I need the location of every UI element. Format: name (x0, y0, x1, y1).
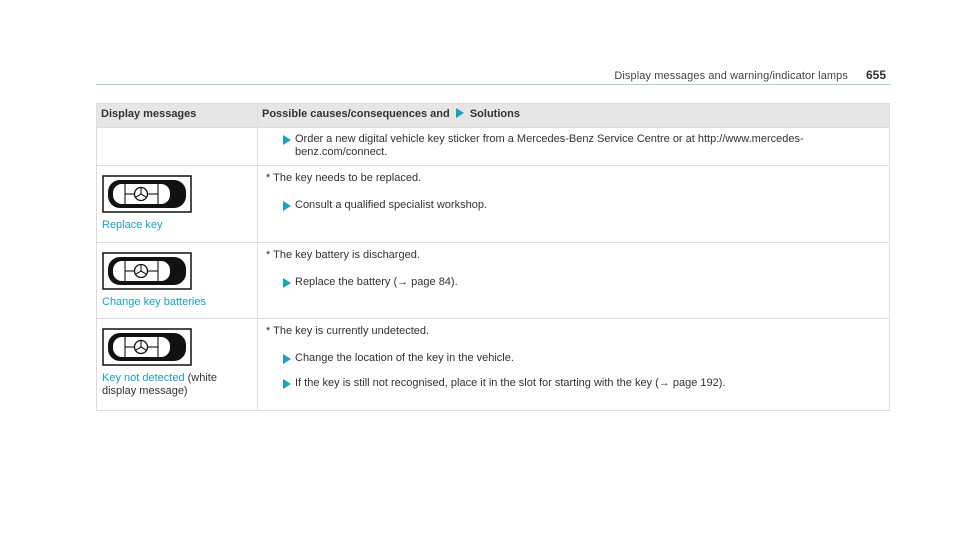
table-header-row (97, 104, 890, 128)
key-icon (102, 328, 192, 366)
arrow-icon (283, 201, 291, 211)
column-header-solutions-label: Solutions (469, 108, 520, 120)
display-messages-table (96, 103, 890, 411)
key-icon (102, 252, 192, 290)
solution-text: benz.com/connect. (295, 146, 388, 158)
column-header-solutions (258, 104, 890, 128)
message-label-note: (white (187, 372, 217, 384)
cause-text: * The key is currently undetected. (266, 325, 430, 337)
column-header-causes: Possible causes/consequences and (262, 108, 450, 120)
message-cell (97, 166, 258, 243)
table-row (97, 243, 890, 319)
table-row (97, 319, 890, 411)
arrow-icon (283, 379, 291, 389)
solution-text: Order a new digital vehicle key sticker from a Mercedes-Benz Service Centre or at http://www.mercedes- (295, 133, 804, 145)
message-cell (97, 128, 258, 166)
arrow-icon (283, 135, 291, 145)
message-cell (97, 319, 258, 411)
message-label: Key not detected (102, 372, 185, 384)
solution-cell (258, 243, 890, 319)
page-header (96, 0, 890, 85)
arrow-icon (456, 108, 464, 118)
solution-text: Consult a qualified specialist workshop. (295, 199, 487, 211)
solution-text: Replace the battery (→ page 84). (295, 276, 458, 288)
solution-item (266, 377, 885, 390)
arrow-icon (283, 278, 291, 288)
table-row (97, 128, 890, 166)
solution-text: If the key is still not recognised, place it in the slot for starting with the key (→ page 192). (295, 377, 726, 389)
message-cell (97, 243, 258, 319)
message-label-group (102, 372, 253, 398)
message-label: Replace key (102, 219, 163, 231)
header-title: Display messages and warning/indicator lamps (614, 70, 848, 82)
cause-text: * The key needs to be replaced. (266, 172, 422, 184)
solution-cell (258, 128, 890, 166)
page-number: 655 (865, 68, 886, 82)
solution-text: Change the location of the key in the vehicle. (295, 352, 514, 364)
solution-item (266, 199, 885, 212)
cause-text: * The key battery is discharged. (266, 249, 420, 261)
message-label: Change key batteries (102, 296, 206, 308)
key-icon (102, 175, 192, 213)
table-row (97, 166, 890, 243)
solution-cell (258, 319, 890, 411)
column-header-display-messages: Display messages (97, 104, 258, 128)
message-label-note: display message) (102, 385, 188, 397)
solution-item (266, 133, 885, 159)
solution-cell (258, 166, 890, 243)
solution-item (266, 276, 885, 289)
arrow-icon (283, 354, 291, 364)
solution-item (266, 352, 885, 365)
